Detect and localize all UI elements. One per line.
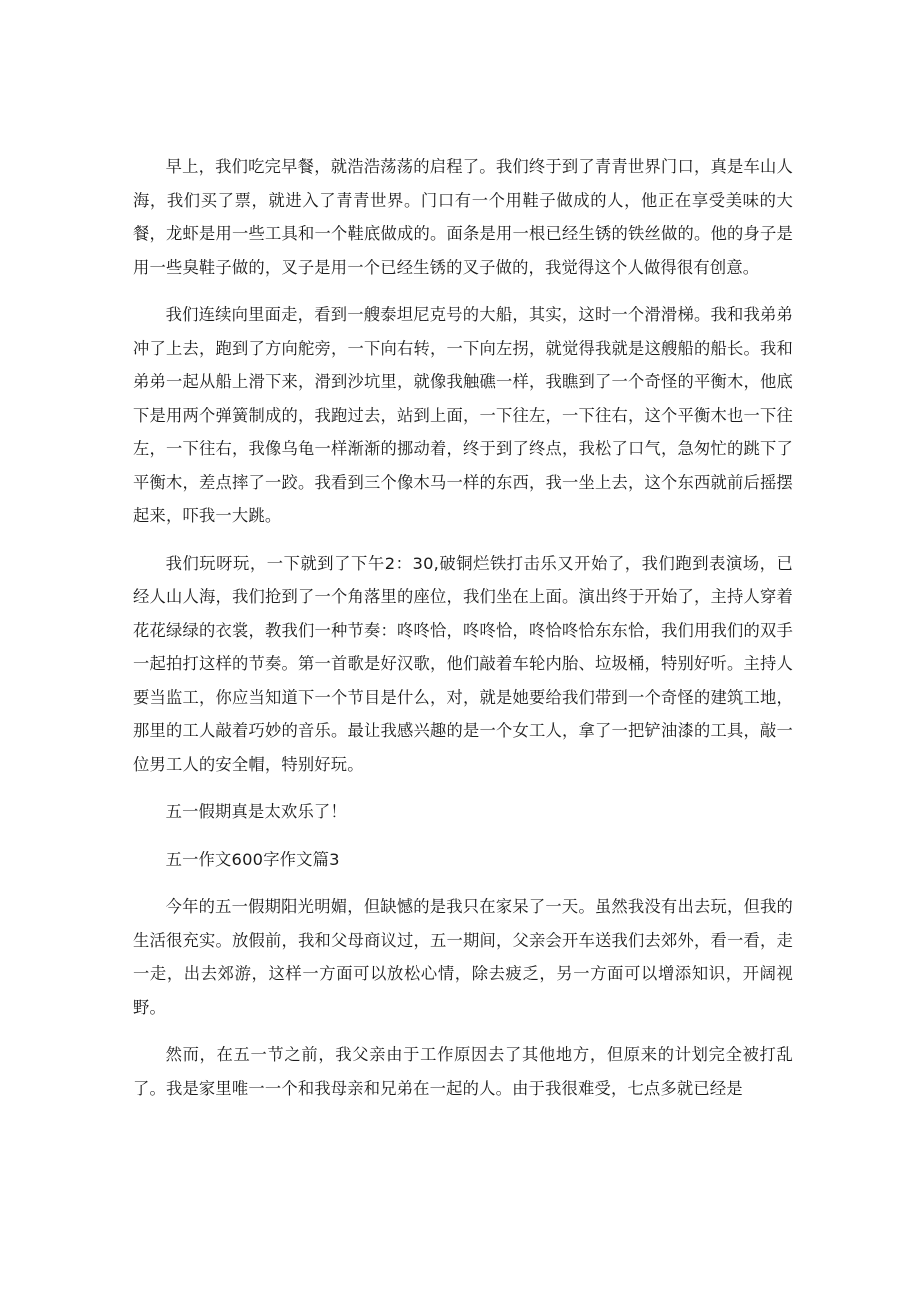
- paragraph-2: 我们连续向里面走，看到一艘泰坦尼克号的大船，其实，这时一个滑滑梯。我和我弟弟冲了上去，跑到了方向舵旁，一下向右转，一下向左拐，就觉得我就是这艘船的船长。我和弟弟一起从船上滑下来，滑到沙坑里，就像我触礁一样，我瞧到了一个奇怪的平衡木，他底下是用两个弹簧制成的，我跑过去，站到上面，一下往左，一下往右，这个平衡木也一下往左，一下往右，我像乌龟一样渐渐的挪动着，终于到了终点，我松了口气，急匆忙的跳下了平衡木，差点摔了一跤。我看到三个像木马一样的东西，我一坐上去，这个东西就前后摇摆起来，吓我一大跳。: [133, 305, 793, 525]
- section-heading: 五一作文600字作文篇3: [165, 849, 340, 869]
- paragraph-4: 五一假期真是太欢乐了！: [165, 802, 347, 821]
- paragraph-3: 我们玩呀玩，一下就到了下午2：30,破铜烂铁打击乐又开始了，我们跑到表演场，已经人山人海，我们抢到了一个角落里的座位，我们坐在上面。演出终于开始了，主持人穿着花花绿绿的衣裳，教我们一种节奏：咚咚恰，咚咚恰，咚恰咚恰东东恰，我们用我们的双手一起拍打这样的节奏。第一首歌是好汉歌，他们敲着车轮内胎、垃圾桶，特别好听。主持人要当监工，你应当知道下一个节目是什么，对，就是她要给我们带到一个奇怪的建筑工地，那里的工人敲着巧妙的音乐。最让我感兴趣的是一个女工人，拿了一把铲油漆的工具，敲一位男工人的安全帽，特别好玩。: [133, 553, 793, 774]
- document-body: [133, 150, 793, 1119]
- paragraph-6: 然而，在五一节之前，我父亲由于工作原因去了其他地方，但原来的计划完全被打乱了。我是家里唯一一个和我母亲和兄弟在一起的人。由于我很难受，七点多就已经是: [133, 1045, 793, 1098]
- paragraph-5: 今年的五一假期阳光明媚，但缺憾的是我只在家呆了一天。虽然我没有出去玩，但我的生活很充实。放假前，我和父母商议过，五一期间，父亲会开车送我们去郊外，看一看，走一走，出去郊游，这样一方面可以放松心情，除去疲乏，另一方面可以增添知识，开阔视野。: [133, 897, 793, 1017]
- paragraph-1: 早上，我们吃完早餐，就浩浩荡荡的启程了。我们终于到了青青世界门口，真是车山人海，我们买了票，就进入了青青世界。门口有一个用鞋子做成的人，他正在享受美味的大餐，龙虾是用一些工具和一个鞋底做成的。面条是用一根已经生锈的铁丝做的。他的身子是用一些臭鞋子做的，叉子是用一个已经生锈的叉子做的，我觉得这个人做得很有创意。: [133, 157, 793, 277]
